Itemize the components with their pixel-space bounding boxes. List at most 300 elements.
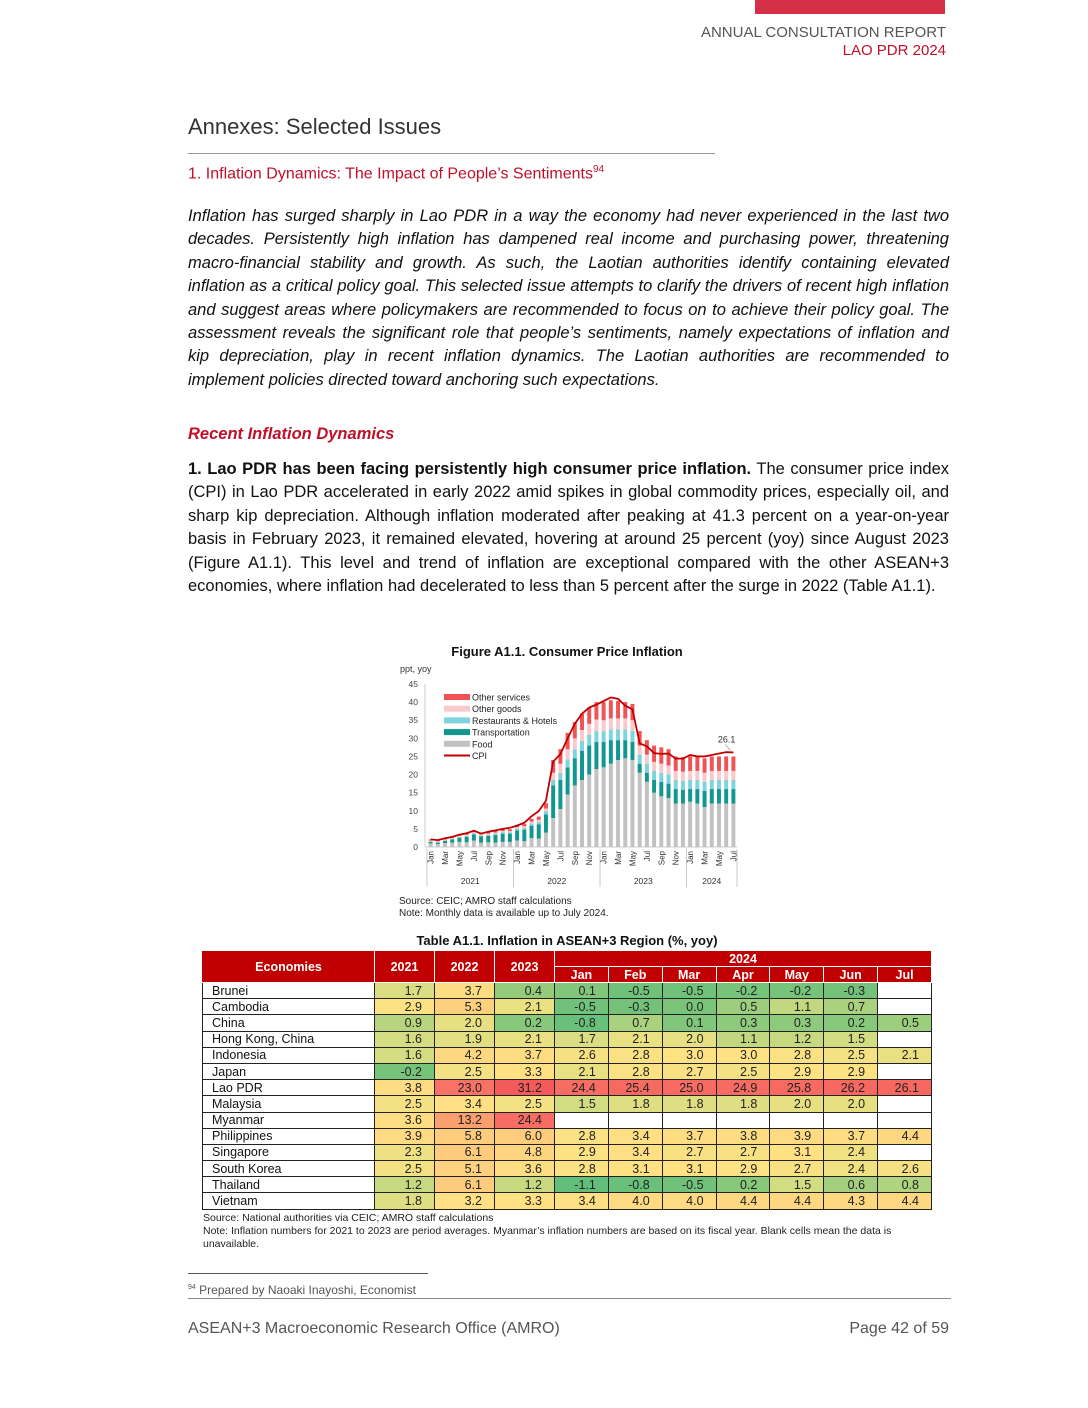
col-header-feb: Feb [608,967,662,983]
y-tick-label: 40 [408,697,418,708]
bar-segment [645,755,649,764]
bar-segment [731,756,735,770]
inflation-value-cell: 25.4 [608,1080,662,1096]
bar-segment [724,804,728,847]
bar-segment [465,842,469,847]
inflation-value-cell: 2.1 [495,999,555,1015]
bar-segment [616,760,620,847]
inflation-value-cell: 24.4 [555,1080,609,1096]
col-header-may: May [770,967,824,983]
inflation-value-cell: 0.7 [824,999,878,1015]
inflation-value-cell: 1.2 [495,1177,555,1193]
bar-segment [436,843,440,844]
annex-title: Annexes: Selected Issues [188,114,442,139]
bar-segment [724,780,728,789]
inflation-value-cell: -0.5 [662,983,716,999]
bar-segment [681,804,685,847]
bar-segment [724,771,728,780]
bar-segment [558,780,562,809]
page-number: Page 42 of 59 [849,1320,949,1337]
col-group-2024: 2024 [555,951,932,967]
table-row [203,1047,932,1063]
bar-segment [609,740,613,764]
inflation-value-cell: 2.0 [770,1096,824,1112]
footnote-ref[interactable]: 94 [592,164,605,175]
bar-segment [508,842,512,847]
inflation-value-cell: 2.8 [770,1047,824,1063]
bar-segment [465,837,469,842]
bar-segment [594,742,598,769]
y-tick-label: 5 [413,823,418,834]
bar-segment [573,749,577,758]
col-header-jan: Jan [555,967,609,983]
bar-segment [609,729,613,740]
inflation-value-cell: 3.7 [662,1128,716,1144]
bar-segment [573,758,577,785]
x-tick-label: Nov [671,851,681,866]
inflation-value-cell: 26.1 [878,1080,932,1096]
bar-segment [623,718,627,729]
inflation-value-cell: 4.4 [878,1193,932,1209]
inflation-value-cell: -0.5 [662,1177,716,1193]
legend-swatch [444,729,470,735]
economy-name: Lao PDR [203,1080,375,1096]
bar-segment [501,832,505,833]
inflation-value-cell: 2.1 [878,1047,932,1063]
bar-segment [659,782,663,796]
inflation-value-cell: 3.6 [375,1112,435,1128]
abstract: Inflation has surged sharply in Lao PDR in a way the economy had never experienced in the last two decades. Persistently high inflation has dampened real income and purchasing power, threatening macro-financial stability and growth. As such, the Laotian authorities identify containing elevated inflation as a critical policy goal. This selected issue attempts to clarify the drivers of recent high inflation and suggest areas where policymakers are recommended to focus on to achieve their policy goal. The assessment reveals the significant role that people’s sentiments, namely expectations of inflation and kip depreciation, play in recent inflation dynamics. The Laotian authorities are recommended to implement policies directed toward anchoring such expectations. [188,207,949,389]
inflation-value-cell: 1.8 [375,1193,435,1209]
bar-segment [443,843,447,847]
bar-segment [515,840,519,847]
inflation-value-cell: 3.9 [375,1128,435,1144]
bar-segment [537,824,541,838]
bar-segment [580,741,584,751]
inflation-value-cell: 26.2 [824,1080,878,1096]
bar-segment [450,839,454,840]
inflation-value-cell: -0.2 [375,1063,435,1079]
inflation-value-cell: 3.1 [608,1161,662,1177]
inflation-value-cell: 3.7 [824,1128,878,1144]
inflation-value-cell: 1.1 [770,999,824,1015]
economy-name: Japan [203,1063,375,1079]
inflation-value-cell [555,1112,609,1128]
cpi-stacked-bar-chart [400,662,745,892]
inflation-value-cell: 5.8 [435,1128,495,1144]
inflation-value-cell: 0.8 [878,1177,932,1193]
bar-segment [623,758,627,847]
col-header-2023: 2023 [495,951,555,983]
x-tick-label: Sep [657,851,667,866]
bar-segment [472,834,476,840]
bar-segment [551,785,555,818]
bar-segment [703,807,707,847]
bar-segment [731,804,735,847]
inflation-value-cell [662,1112,716,1128]
inflation-value-cell: 0.4 [495,983,555,999]
header-accent-bar [755,0,945,14]
bar-segment [479,843,483,847]
inflation-value-cell: 2.8 [555,1161,609,1177]
table-row [203,1063,932,1079]
paragraph-1 [188,458,949,598]
inflation-value-cell: 2.0 [435,1015,495,1031]
bar-segment [494,835,498,843]
inflation-value-cell: 3.4 [608,1144,662,1160]
economy-name: Vietnam [203,1193,375,1209]
inflation-value-cell: 4.4 [770,1193,824,1209]
x-tick-label: Jul [556,851,566,862]
inflation-value-cell [878,1063,932,1079]
inflation-value-cell: 25.0 [662,1080,716,1096]
section-title [188,164,604,183]
x-tick-label: Sep [570,851,580,866]
x-group-label: 2023 [633,876,653,886]
inflation-value-cell: 6.0 [495,1128,555,1144]
bar-segment [695,780,699,789]
bar-segment [537,820,541,822]
x-group-label: 2024 [702,876,722,886]
bar-segment [609,764,613,847]
bar-segment [429,841,433,842]
economy-name: China [203,1015,375,1031]
inflation-value-cell: 0.1 [662,1015,716,1031]
bar-segment [602,702,606,720]
inflation-table [202,950,932,1210]
legend-label: Restaurants & Hotels [472,715,558,726]
inflation-value-cell [716,1112,770,1128]
bar-segment [616,701,620,718]
economy-name: Indonesia [203,1047,375,1063]
bar-segment [688,780,692,789]
y-tick-label: 25 [408,751,418,762]
bar-segment [587,746,591,775]
inflation-value-cell: 24.9 [716,1080,770,1096]
inflation-value-cell: 5.1 [435,1161,495,1177]
bar-segment [703,773,707,782]
inflation-value-cell: 4.0 [662,1193,716,1209]
section-title-text: 1. Inflation Dynamics: The Impact of People’s Sentiments [188,165,593,183]
bar-segment [695,756,699,770]
x-tick-label: Sep [484,851,494,866]
bar-segment [436,842,440,843]
bar-segment [602,720,606,731]
inflation-value-cell: 2.5 [375,1161,435,1177]
inflation-value-cell: 2.8 [608,1047,662,1063]
bar-segment [544,833,548,847]
bar-segment [623,740,627,758]
bar-segment [544,812,548,815]
bar-segment [594,719,598,731]
bar-segment [573,738,577,749]
inflation-value-cell [878,999,932,1015]
bar-segment [695,771,699,780]
bar-segment [508,829,512,831]
bar-segment [472,840,476,847]
inflation-value-cell: 2.4 [824,1144,878,1160]
bar-segment [638,746,642,755]
economy-name: Singapore [203,1144,375,1160]
x-tick-label: Jul [469,851,479,862]
inflation-value-cell: 1.7 [375,983,435,999]
bar-segment [594,731,598,742]
bar-segment [667,798,671,847]
col-header-apr: Apr [716,967,770,983]
inflation-value-cell [878,1112,932,1128]
bar-segment [587,708,591,724]
inflation-value-cell: 2.8 [608,1063,662,1079]
table-row [203,1031,932,1047]
bar-segment [681,790,685,804]
inflation-value-cell: 3.1 [662,1161,716,1177]
inflation-value-cell: 0.2 [824,1015,878,1031]
inflation-value-cell: 1.2 [770,1031,824,1047]
inflation-value-cell [878,1096,932,1112]
inflation-value-cell: 2.0 [824,1096,878,1112]
inflation-value-cell: 6.1 [435,1144,495,1160]
x-tick-label: May [541,851,551,867]
bar-segment [522,826,526,827]
col-header-2021: 2021 [375,951,435,983]
legend-swatch [444,694,470,700]
inflation-value-cell: 0.9 [375,1015,435,1031]
x-tick-label: Jan [599,851,609,864]
y-tick-label: 30 [408,733,418,744]
bar-segment [522,828,526,830]
bar-segment [667,775,671,784]
bar-segment [659,764,663,773]
inflation-value-cell: 0.1 [555,983,609,999]
bar-segment [537,817,541,820]
legend-label: Other services [472,692,531,703]
inflation-value-cell: 4.0 [608,1193,662,1209]
table-source-text: Source: National authorities via CEIC; AMRO staff calculations [203,1212,494,1224]
inflation-value-cell: -0.3 [608,999,662,1015]
legend-label: CPI [472,751,488,761]
inflation-value-cell: 5.3 [435,999,495,1015]
inflation-value-cell: 1.7 [555,1031,609,1047]
inflation-value-cell: 2.8 [555,1128,609,1144]
bar-segment [602,742,606,767]
bar-segment [558,764,562,773]
bar-segment [522,830,526,842]
inflation-value-cell: 2.9 [716,1161,770,1177]
inflation-value-cell: 0.0 [662,999,716,1015]
bar-segment [580,780,584,847]
inflation-value-cell: -0.5 [555,999,609,1015]
bar-segment [688,756,692,770]
bar-segment [472,833,476,834]
bar-segment [717,771,721,780]
bar-segment [638,773,642,847]
x-tick-label: Mar [700,851,710,865]
bar-segment [616,729,620,740]
col-header-2022: 2022 [435,951,495,983]
bar-segment [717,789,721,803]
inflation-value-cell: 3.4 [555,1193,609,1209]
inflation-value-cell: 0.2 [716,1177,770,1193]
bar-segment [703,758,707,772]
table-row [203,1096,932,1112]
x-tick-label: Jan [686,851,696,864]
col-header-economies: Economies [203,951,375,983]
inflation-value-cell [878,1144,932,1160]
footnote-divider [188,1273,428,1274]
bar-segment [566,767,570,794]
inflation-value-cell: 2.5 [375,1096,435,1112]
col-header-mar: Mar [662,967,716,983]
inflation-value-cell: 2.0 [662,1031,716,1047]
inflation-value-cell: 3.9 [770,1128,824,1144]
bar-segment [508,832,512,833]
inflation-value-cell: 1.5 [555,1096,609,1112]
inflation-value-cell: 3.7 [435,983,495,999]
figure-source [399,896,609,920]
x-tick-label: Nov [498,851,508,866]
bar-segment [573,785,577,847]
inflation-value-cell: -0.2 [770,983,824,999]
table-title: Table A1.1. Inflation in ASEAN+3 Region (%, yoy) [416,933,718,948]
bar-segment [443,841,447,843]
inflation-value-cell: 2.3 [375,1144,435,1160]
inflation-value-cell: -0.3 [824,983,878,999]
x-tick-label: Mar [527,851,537,865]
economy-name: Brunei [203,983,375,999]
table-body [203,983,932,1210]
bar-segment [457,838,461,842]
inflation-value-cell: 3.1 [770,1144,824,1160]
bar-segment [731,789,735,803]
bar-segment [630,720,634,731]
bar-segment [630,742,634,760]
bar-segment [465,835,469,836]
inflation-value-cell: 3.4 [435,1096,495,1112]
bar-segment [515,827,519,828]
inflation-value-cell: 1.2 [375,1177,435,1193]
bar-segment [479,836,483,842]
bar-segment [551,818,555,847]
y-tick-label: 15 [408,787,418,798]
table-note-text: Note: Inflation numbers for 2021 to 2023 are period averages. Myanmar’s inflation numbers are based on its fiscal year. Blank cells mean the data is unavailable. [203,1225,892,1250]
inflation-value-cell [878,1031,932,1047]
inflation-value-cell: 31.2 [495,1080,555,1096]
table-row [203,999,932,1015]
inflation-value-cell: 2.9 [824,1063,878,1079]
bar-segment [457,837,461,838]
x-tick-label: Jul [729,851,739,862]
inflation-value-cell: 2.6 [878,1161,932,1177]
x-tick-label: Mar [614,851,624,865]
inflation-value-cell: 3.8 [716,1128,770,1144]
bar-segment [486,835,490,836]
inflation-value-cell [824,1112,878,1128]
inflation-value-cell: 0.7 [608,1015,662,1031]
bar-segment [465,836,469,837]
bar-segment [494,834,498,835]
inflation-value-cell: 1.5 [770,1177,824,1193]
y-tick-label: 35 [408,715,418,726]
bar-segment [681,772,685,781]
inflation-value-cell: 4.4 [716,1193,770,1209]
bar-segment [566,794,570,847]
bar-segment [436,844,440,847]
bar-segment [717,756,721,770]
bar-segment [667,784,671,798]
bar-segment [638,755,642,764]
inflation-value-cell: -0.8 [608,1177,662,1193]
bar-segment [710,771,714,780]
table-row [203,1161,932,1177]
bar-segment [558,809,562,847]
table-source [203,1212,938,1251]
report-title: ANNUAL CONSULTATION REPORT [700,24,946,41]
inflation-value-cell: -0.5 [608,983,662,999]
bar-segment [688,802,692,847]
x-tick-label: Jan [513,851,523,864]
y-axis-label: ppt, yoy [400,664,432,674]
x-tick-label: Jan [426,851,436,864]
legend-swatch [444,706,470,712]
bar-segment [609,718,613,729]
y-tick-label: 10 [408,805,418,816]
inflation-value-cell: 1.6 [375,1047,435,1063]
x-tick-label: Jul [642,851,652,862]
bar-segment [508,834,512,842]
bar-segment [681,781,685,790]
inflation-value-cell: 3.0 [716,1047,770,1063]
legend-label: Transportation [472,727,530,738]
bar-segment [688,771,692,780]
inflation-value-cell: 2.5 [824,1047,878,1063]
bar-segment [501,831,505,832]
bar-segment [695,789,699,803]
economy-name: Philippines [203,1128,375,1144]
bar-segment [710,756,714,770]
inflation-value-cell: 4.8 [495,1144,555,1160]
bar-segment [530,838,534,847]
bar-segment [594,769,598,847]
x-tick-label: May [455,851,465,867]
bar-segment [429,840,433,841]
inflation-value-cell: -0.8 [555,1015,609,1031]
inflation-value-cell: 2.6 [555,1047,609,1063]
bar-segment [630,760,634,847]
bar-segment [494,833,498,834]
x-tick-label: May [628,851,638,867]
table-row [203,1015,932,1031]
x-tick-label: Nov [585,851,595,866]
inflation-value-cell: 2.9 [375,999,435,1015]
bar-segment [667,766,671,775]
col-header-jul: Jul [878,967,932,983]
inflation-value-cell: -1.1 [555,1177,609,1193]
bar-segment [515,830,519,840]
table-row [203,1112,932,1128]
economy-name: Cambodia [203,999,375,1015]
bar-segment [652,793,656,847]
bar-segment [659,796,663,847]
bar-segment [659,747,663,763]
inflation-value-cell: 4.3 [824,1193,878,1209]
inflation-value-cell: 3.2 [435,1193,495,1209]
inflation-value-cell: 2.5 [435,1063,495,1079]
inflation-value-cell: -0.2 [716,983,770,999]
inflation-value-cell: 13.2 [435,1112,495,1128]
paragraph-1-lead: 1. Lao PDR has been facing persistently high consumer price inflation. [188,460,752,478]
report-subtitle: LAO PDR 2024 [842,42,946,59]
y-tick-label: 0 [413,842,418,852]
